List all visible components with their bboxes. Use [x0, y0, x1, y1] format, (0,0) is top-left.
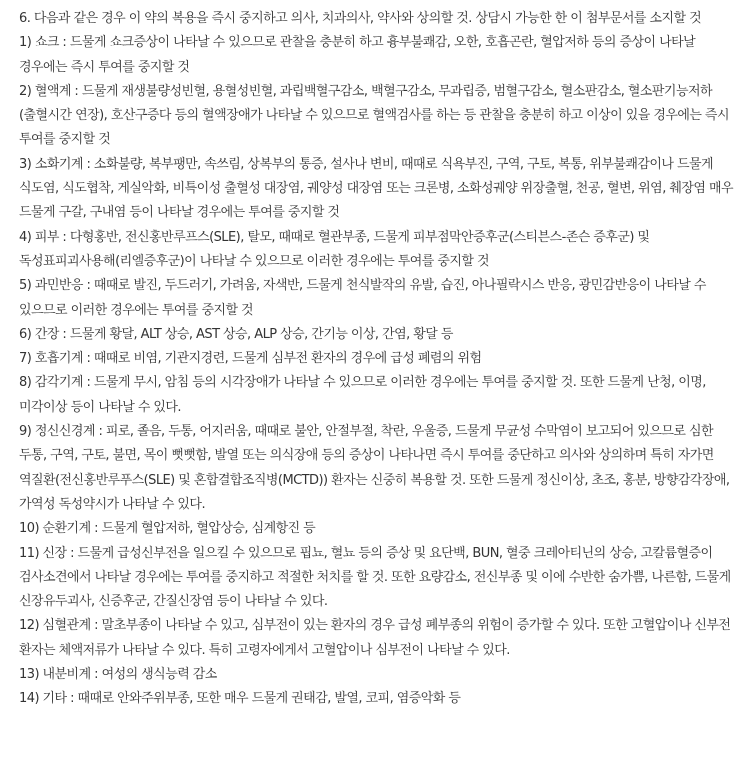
item-skin: 4) 피부 : 다형홍반, 전신홍반루프스(SLE), 탈모, 때때로 혈관부종, 드물게 피부점막안증후군(스티븐스-존슨 증후군) 및 독성표피괴사용해(리엘증후군)이 나타날 수 있으므로 이러한 경우에는 투여를 중지할 것: [19, 229, 650, 269]
item-sensory-system: 8) 감각기계 : 드물게 무시, 암침 등의 시각장애가 나타날 수 있으므로 이러한 경우에는 투여를 중지할 것. 또한 드물게 난청, 이명, 미각이상 등이 나타날 수 있다.: [19, 375, 706, 415]
item-kidney: 11) 신장 : 드물게 급성신부전을 일으킬 수 있으므로 핍뇨, 혈뇨 등의 증상 및 요단백, BUN, 혈중 크레아티닌의 상승, 고칼륨혈증이 검사소견에서 나타날 경우에는 투여를 중지하고 적절한 처치를 할 것. 또한 요량감소, 전신부종 및 이에 수반한 숨가쁨, 나른함, 드물게 신장유두괴사, 신증후군, 간질신장염 등이 나타날 수 있다.: [19, 545, 731, 610]
item-cardiovascular-system: 12) 심혈관계 : 말초부종이 나타날 수 있고, 심부전이 있는 환자의 경우 급성 폐부종의 위험이 증가할 수 있다. 또한 고혈압이나 신부전 환자는 체액저류가 나타날 수 있다. 특히 고령자에게서 고혈압이나 심부전이 나타날 수 있다.: [19, 618, 731, 658]
item-liver: 6) 간장 : 드물게 황달, ALT 상승, AST 상승, ALP 상승, 간기능 이상, 간염, 황달 등: [19, 326, 453, 342]
item-circulatory-system: 10) 순환기계 : 드물게 혈압저하, 혈압상승, 심계항진 등: [19, 521, 316, 537]
warning-intro: 6. 다음과 같은 경우 이 약의 복용을 즉시 중지하고 의사, 치과의사, 약사와 상의할 것. 상담시 가능한 한 이 첨부문서를 소지할 것: [19, 11, 702, 26]
item-hypersensitivity: 5) 과민반응 : 때때로 발진, 두드러기, 가려움, 자색반, 드물게 천식발작의 유발, 습진, 아나필락시스 반응, 광민감반응이 나타날 수 있으므로 이러한 경우에는 투여를 중지할 것: [19, 278, 706, 318]
item-endocrine-system: 13) 내분비계 : 여성의 생식능력 감소: [19, 667, 217, 683]
item-digestive-system: 3) 소화기계 : 소화불량, 복부팽만, 속쓰림, 상복부의 통증, 설사나 변비, 때때로 식욕부진, 구역, 구토, 복통, 위부불쾌감이나 드물게 식도염, 식도협착, 게실악화, 비특이성 출혈성 대장염, 궤양성 대장염 또는 크론병, 소화성궤양 위장출혈, 천공, 혈변, 위염, 췌장염 매우 드물게 구갈, 구내염 등이 나타날 경우에는 투여를 중지할 것: [19, 156, 733, 221]
item-blood-system: 2) 혈액계 : 드물게 재생불량성빈혈, 용혈성빈혈, 과립백혈구감소, 백혈구감소, 무과립증, 범혈구감소, 혈소판감소, 혈소판기능저하(출혈시간 연장), 호산구증다 등의 혈액장애가 나타날 수 있으므로 혈액검사를 하는 등 관찰을 충분히 하고 이상이 있을 경우에는 즉시 투여를 중지할 것: [19, 83, 729, 148]
item-respiratory-system: 7) 호흡기계 : 때때로 비염, 기관지경련, 드물게 심부전 환자의 경우에 급성 폐렴의 위험: [19, 351, 482, 367]
item-other: 14) 기타 : 때때로 안와주위부종, 또한 매우 드물게 권태감, 발열, 코피, 염증악화 등: [19, 691, 461, 707]
item-neuropsychiatric-system: 9) 정신신경계 : 피로, 졸음, 두통, 어지러움, 때때로 불안, 안절부절, 착란, 우울증, 드물게 무균성 수막염이 보고되어 있으므로 심한 두통, 구역, 구토, 불면, 목이 뻣뻣함, 발열 또는 의식장애 등의 증상이 나타나면 즉시 투여를 중단하고 의사와 상의하며 특히 자가면 역질환(전신홍반루푸스(SLE) 및 혼합결합조직병(MCTD)) 환자는 신중히 복용할 것. 또한 드물게 정신이상, 초조, 홍분, 방향감각장애, 가역성 독성약시가 나타날 수 있다.: [19, 424, 730, 512]
item-shock: 1) 쇼크 : 드물게 쇼크증상이 나타날 수 있으므로 관찰을 충분히 하고 흉부불쾌감, 오한, 호흡곤란, 혈압저하 등의 증상이 나타날 경우에는 즉시 투여를 중지할 것: [19, 35, 696, 75]
